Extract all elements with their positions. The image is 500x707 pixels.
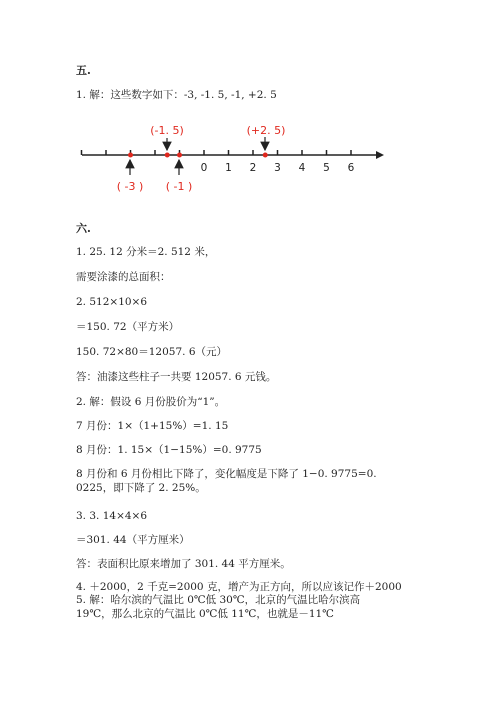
label-minus-1-5: (-1. 5) [150,124,184,137]
question-1-answer: 1. 解：这些数字如下：-3, -1. 5, -1, +2. 5 [76,89,277,101]
answer-line: 8 月份：1. 15×（1−15%）=0. 9775 [76,444,262,456]
section-5-heading: 五. [76,64,91,77]
answer-line: 2. 512×10×6 [76,296,148,308]
answer-line: 3. 3. 14×4×6 [76,510,148,522]
point-minus-1 [177,153,182,158]
point-plus-2-5 [263,153,268,158]
label-plus-2-5: (+2. 5) [246,124,286,137]
answer-line: 2. 解：假设 6 月份股价为“1”。 [76,396,226,408]
answer-line: 1. 25. 12 分米＝2. 512 米， [76,246,216,258]
tick-label: 0 [200,162,208,174]
answer-line: ＝150. 72（平方米） [76,321,180,333]
answer-line: 需要涂漆的总面积： [76,271,171,283]
tick-label: 5 [323,162,330,174]
answer-line: 5. 解：哈尔滨的气温比 0℃低 30℃，北京的气温比哈尔滨高 19℃，那么北京的气温比 0℃低 11℃，也就是－11℃ [76,594,361,620]
tick-label: 2 [249,162,257,174]
answer-line: 答：油漆这些柱子一共要 12057. 6 元钱。 [76,371,277,383]
tick-label: 4 [298,162,306,174]
point-minus-3 [128,153,133,158]
number-line-ticks [82,150,355,174]
label-minus-1: ( -1 ) [165,180,193,193]
tick-label: 6 [347,162,355,174]
tick-label: 3 [274,162,281,174]
tick-label: 1 [225,162,232,174]
section-6-heading: 六. [76,222,91,235]
answer-line: 7 月份：1×（1+15%）=1. 15 [76,420,229,432]
answer-line: 4. ＋2000，2 千克=2000 克，增产为正方向，所以应该记作＋2000 [76,581,402,593]
point-minus-1-5 [165,153,170,158]
answer-line: ＝301. 44（平方厘米） [76,534,190,546]
label-minus-3: ( -3 ) [116,180,144,193]
axis-arrow-icon [376,151,384,159]
answer-line: 8 月份和 6 月份相比下降了，变化幅度是下降了 1−0. 9775=0. 0225，即下降了 2. 25%。 [76,468,377,494]
answer-line: 答：表面积比原来增加了 301. 44 平方厘米。 [76,558,291,570]
answer-line: 150. 72×80＝12057. 6（元） [76,346,227,358]
